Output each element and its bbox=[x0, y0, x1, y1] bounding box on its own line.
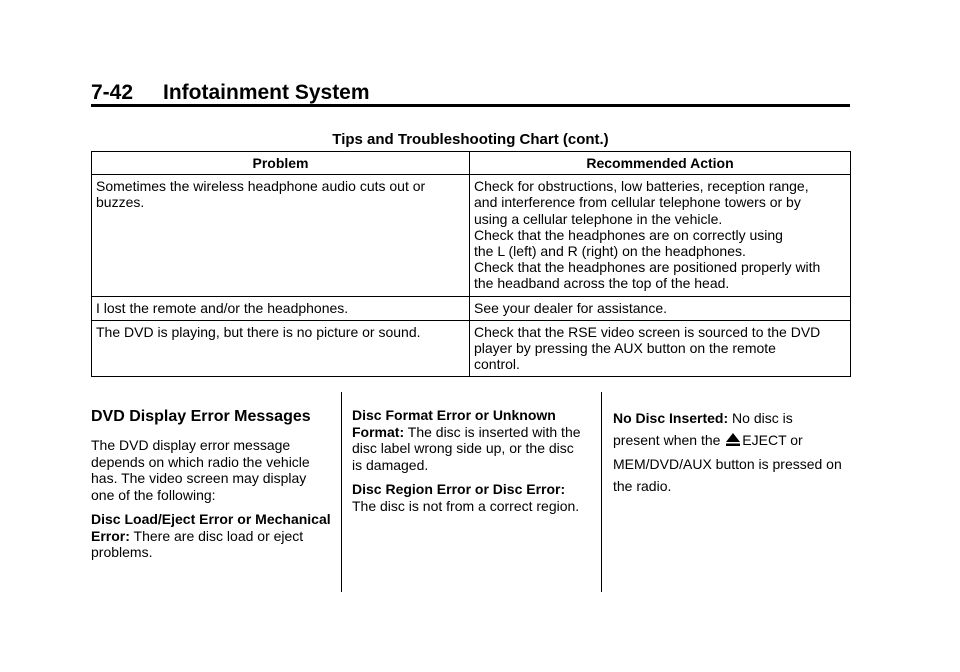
cell-line: The DVD is playing, but there is no picture or sound. bbox=[96, 323, 421, 340]
table-row bbox=[92, 175, 851, 296]
table-row bbox=[92, 296, 851, 320]
load-eject-error-paragraph bbox=[91, 511, 333, 561]
definition: The disc is not from a correct region. bbox=[352, 497, 580, 514]
table-row bbox=[92, 320, 851, 377]
term: Disc Format Error or Unknown Format: bbox=[352, 407, 556, 440]
cell-line: Check that the headphones are on correctly using bbox=[474, 226, 783, 243]
cell-line: the L (left) and R (right) on the headphones. bbox=[474, 243, 746, 260]
column-header-problem: Problem bbox=[92, 152, 470, 175]
chart-title: Tips and Troubleshooting Chart (cont.) bbox=[332, 131, 609, 148]
column-divider bbox=[601, 392, 602, 592]
intro-paragraph: The DVD display error message depends on which radio the vehicle has. The video screen may display one of the following: bbox=[91, 437, 310, 503]
cell-line: See your dealer for assistance. bbox=[474, 299, 667, 316]
action-cell bbox=[470, 320, 851, 377]
table-header-row bbox=[92, 152, 851, 175]
term: No Disc Inserted: bbox=[613, 410, 729, 426]
dvd-errors-column-2 bbox=[352, 407, 586, 522]
cell-line: buzzes. bbox=[96, 194, 145, 211]
action-cell bbox=[470, 175, 851, 296]
definition: There are disc load or eject problems. bbox=[91, 527, 304, 560]
cell-line: Check that the headphones are positioned properly with bbox=[474, 259, 821, 276]
problem-cell bbox=[92, 296, 470, 320]
dvd-errors-column-3 bbox=[613, 407, 843, 505]
region-error-paragraph bbox=[352, 481, 586, 514]
definition: The disc is inserted with the disc label wrong side up, or the disc is damaged. bbox=[352, 423, 581, 473]
cell-line: Check for obstructions, low batteries, reception range, bbox=[474, 178, 809, 195]
problem-cell bbox=[92, 320, 470, 377]
term: Disc Region Error or Disc Error: bbox=[352, 481, 566, 497]
term: Disc Load/Eject Error or Mechanical Error: bbox=[91, 511, 331, 544]
format-error-paragraph bbox=[352, 407, 586, 473]
cell-line: using a cellular telephone in the vehicle. bbox=[474, 210, 723, 227]
section-heading: DVD Display Error Messages bbox=[91, 408, 311, 425]
cell-line: Sometimes the wireless headphone audio cuts out or bbox=[96, 178, 426, 195]
page-header bbox=[91, 80, 850, 106]
action-cell bbox=[470, 296, 851, 320]
cell-line: Check that the RSE video screen is sourced to the DVD bbox=[474, 323, 821, 340]
header-rule bbox=[91, 104, 850, 107]
section-title: Infotainment System bbox=[163, 81, 370, 104]
cell-line: and interference from cellular telephone towers or by bbox=[474, 194, 801, 211]
definition: No disc is present when the bbox=[613, 410, 793, 448]
column-header-action: Recommended Action bbox=[470, 152, 851, 175]
cell-line: player by pressing the AUX button on the remote bbox=[474, 340, 776, 357]
eject-icon bbox=[725, 431, 741, 453]
no-disc-paragraph bbox=[613, 407, 843, 497]
cell-line: the headband across the top of the head. bbox=[474, 275, 730, 292]
cell-line: I lost the remote and/or the headphones. bbox=[96, 299, 349, 316]
cell-line: control. bbox=[474, 356, 520, 373]
dvd-errors-column-1 bbox=[91, 407, 333, 569]
page-number: 7-42 bbox=[91, 81, 134, 104]
column-divider bbox=[341, 392, 342, 592]
definition: EJECT or MEM/DVD/AUX button is pressed on the radio. bbox=[613, 432, 842, 494]
problem-cell bbox=[92, 175, 470, 296]
troubleshooting-table bbox=[91, 151, 851, 377]
